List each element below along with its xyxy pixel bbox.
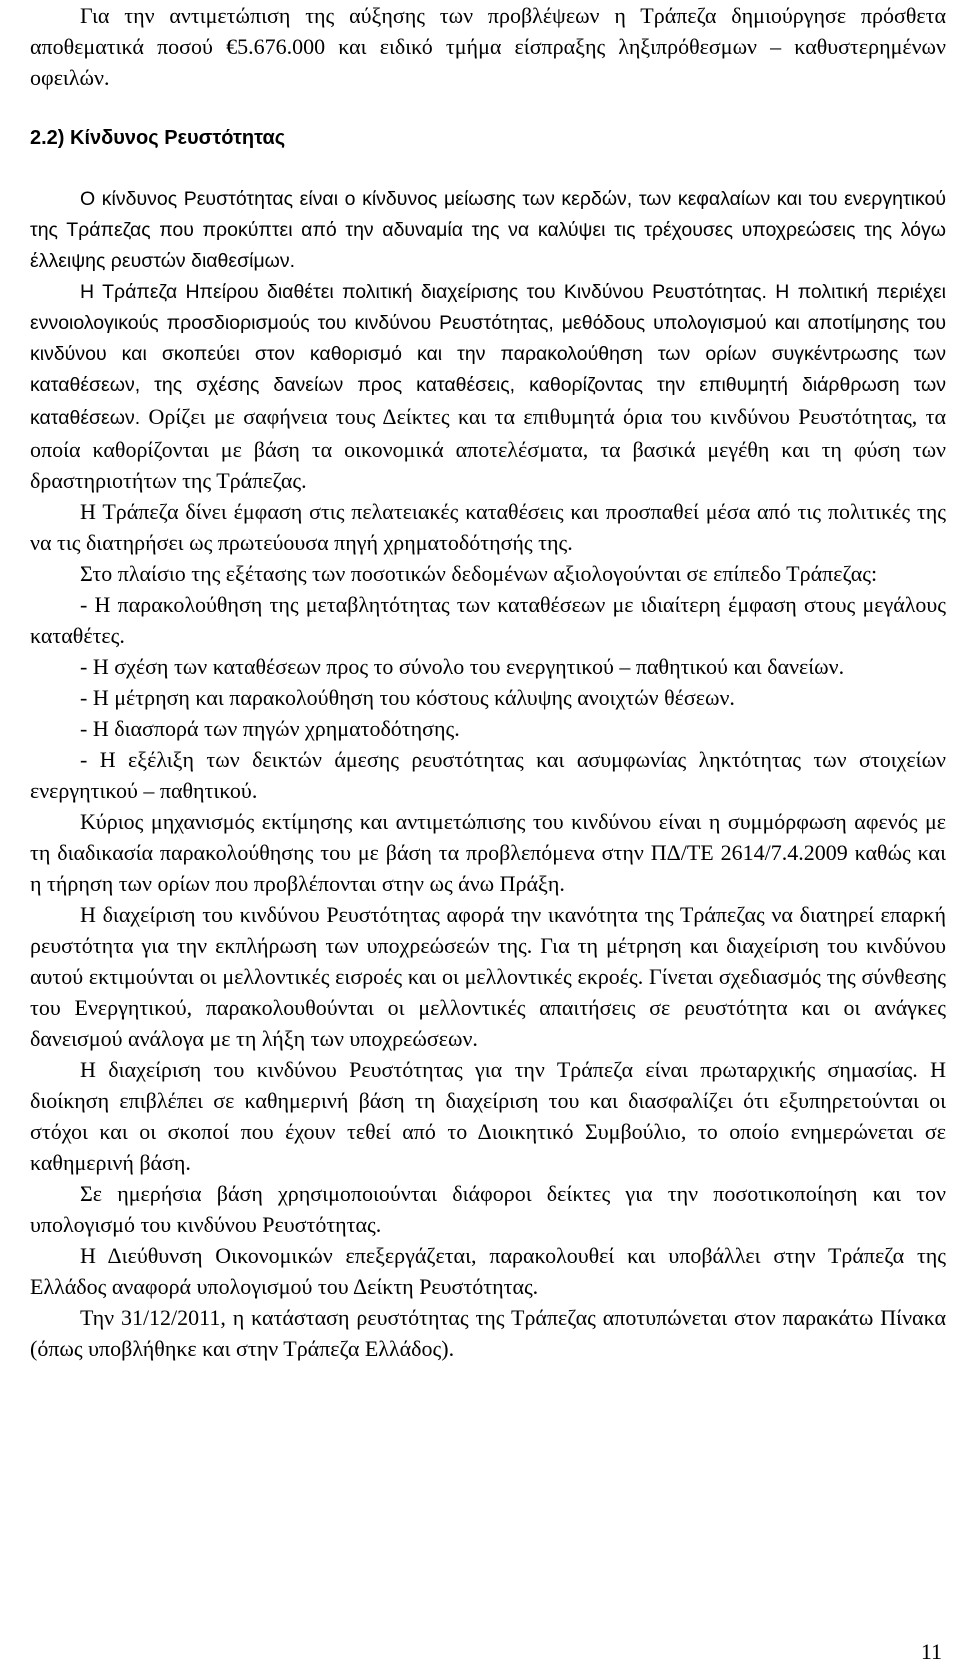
paragraph-daily: Σε ημερήσια βάση χρησιμοποιούνται διάφοροι δείκτες για την ποσοτικοποίηση και τον υπολογισμό του κινδύνου Ρευστότητας. (30, 1181, 946, 1237)
paragraph-status: Την 31/12/2011, η κατάσταση ρευστότητας της Τράπεζας αποτυπώνεται στον παρακάτω Πίνακα (όπως υποβλήθηκε και στην Τράπεζα Ελλάδος). (30, 1305, 946, 1361)
list-item: - Η παρακολούθηση της μεταβλητότητας των καταθέσεων με ιδιαίτερη έμφαση στους μεγάλους καταθέτες. (30, 592, 946, 648)
paragraph-policy (30, 277, 946, 496)
paragraph-management: Η διαχείριση του κινδύνου Ρευστότητας αφορά την ικανότητα της Τράπεζας να διατηρεί επαρκή ρευστότητα για την εκπλήρωση των υποχρεώσεών της. Για τη μέτρηση και διαχείριση του κινδύνου αυτού εκτιμούνται οι μελλοντικές εισροές και οι μελλοντικές εκροές. Γίνεται σχεδιασμός της σύνθεσης του Ενεργητικού, παρακολουθούνται οι μελλοντικές απαιτήσεις σε ρευστότητα και οι ανάγκες δανεισμού ανάλογα με τη λήξη των υποχρεώσεων. (30, 902, 946, 1051)
paragraph-mechanism: Κύριος μηχανισμός εκτίμησης και αντιμετώπισης του κινδύνου είναι η συμμόρφωση αφενός με τη διαδικασία παρακολούθησης του με βάση τα προβλεπόμενα στην ΠΔ/ΤΕ 2614/7.4.2009 καθώς και η τήρηση των ορίων που προβλέπονται στην ως άνω Πράξη. (30, 809, 946, 896)
section-heading: 2.2) Κίνδυνος Ρευστότητας (30, 127, 286, 149)
list-item: - Η εξέλιξη των δεικτών άμεσης ρευστότητας και ασυμφωνίας ληκτότητας των στοιχείων ενεργητικού – παθητικού. (30, 747, 946, 803)
list-item: - Η σχέση των καταθέσεων προς το σύνολο του ενεργητικού – παθητικού και δανείων. (80, 654, 845, 679)
paragraph-reporting: Η Διεύθυνση Οικονομικών επεξεργάζεται, παρακολουθεί και υποβάλλει στην Τράπεζα της Ελλάδος αναφορά υπολογισμού του Δείκτη Ρευστότητας. (30, 1243, 946, 1299)
paragraph-definition: Ο κίνδυνος Ρευστότητας είναι ο κίνδυνος μείωσης των κερδών, των κεφαλαίων και του ενεργητικού της Τράπεζας που προκύπτει από την αδυναμία της να καλύψει τις τρέχουσες υποχρεώσεις της λόγω έλλειψης ρευστών διαθεσίμων. (30, 188, 946, 272)
page-number: 11 (920, 1639, 942, 1664)
intro-paragraph: Για την αντιμετώπιση της αύξησης των προβλέψεων η Τράπεζα δημιούργησε πρόσθετα αποθεματικά ποσού €5.676.000 και ειδικό τμήμα είσπραξης ληξιπρόθεσμων – καθυστερημένων οφειλών. (30, 3, 946, 90)
paragraph-deposits: Η Τράπεζα δίνει έμφαση στις πελατειακές καταθέσεις και προσπαθεί μέσα από τις πολιτικές της να τις διατηρήσει ως πρωτεύουσα πηγή χρηματοδότησής της. (30, 499, 946, 555)
paragraph-importance: Η διαχείριση του κινδύνου Ρευστότητας για την Τράπεζα είναι πρωταρχικής σημασίας. Η διοίκηση επιβλέπει σε καθημερινή βάση τη διαχείριση του και διασφαλίζει ότι εξυπηρετούνται οι στόχοι και οι σκοποί που έχουν τεθεί από το Διοικητικό Συμβούλιο, το οποίο ενημερώνεται σε καθημερινή βάση. (30, 1057, 946, 1175)
list-item: - Η μέτρηση και παρακολούθηση του κόστους κάλυψης ανοιχτών θέσεων. (80, 685, 735, 710)
document-page (30, 0, 946, 1364)
paragraph-policy-serif: Ορίζει με σαφήνεια τους Δείκτες και τα επιθυμητά όρια του κινδύνου Ρευστότητας, τα οποία καθορίζονται με βάση τα οικονομικά αποτελέσματα, τα βασικά μεγέθη και τη φύση των δραστηριοτήτων της Τράπεζας. (30, 404, 946, 493)
list-item: - Η διασπορά των πηγών χρηματοδότησης. (80, 716, 460, 741)
paragraph-framework: Στο πλαίσιο της εξέτασης των ποσοτικών δεδομένων αξιολογούνται σε επίπεδο Τράπεζας: (80, 561, 878, 586)
paragraph-policy-sans: Η Τράπεζα Ηπείρου διαθέτει πολιτική διαχείρισης του Κινδύνου Ρευστότητας. Η πολιτική περιέχει εννοιολογικούς προσδιορισμούς του κινδύνου Ρευστότητας, μεθόδους υπολογισμού και αποτίμησης του κινδύνου και σκοπεύει στον καθορισμό και την παρακολούθηση των ορίων συγκέντρωσης των καταθέσεων, της σχέσης δανείων προς καταθέσεις, καθορίζοντας την επιθυμητή διάρθρωση των καταθέσεων. (30, 281, 946, 429)
